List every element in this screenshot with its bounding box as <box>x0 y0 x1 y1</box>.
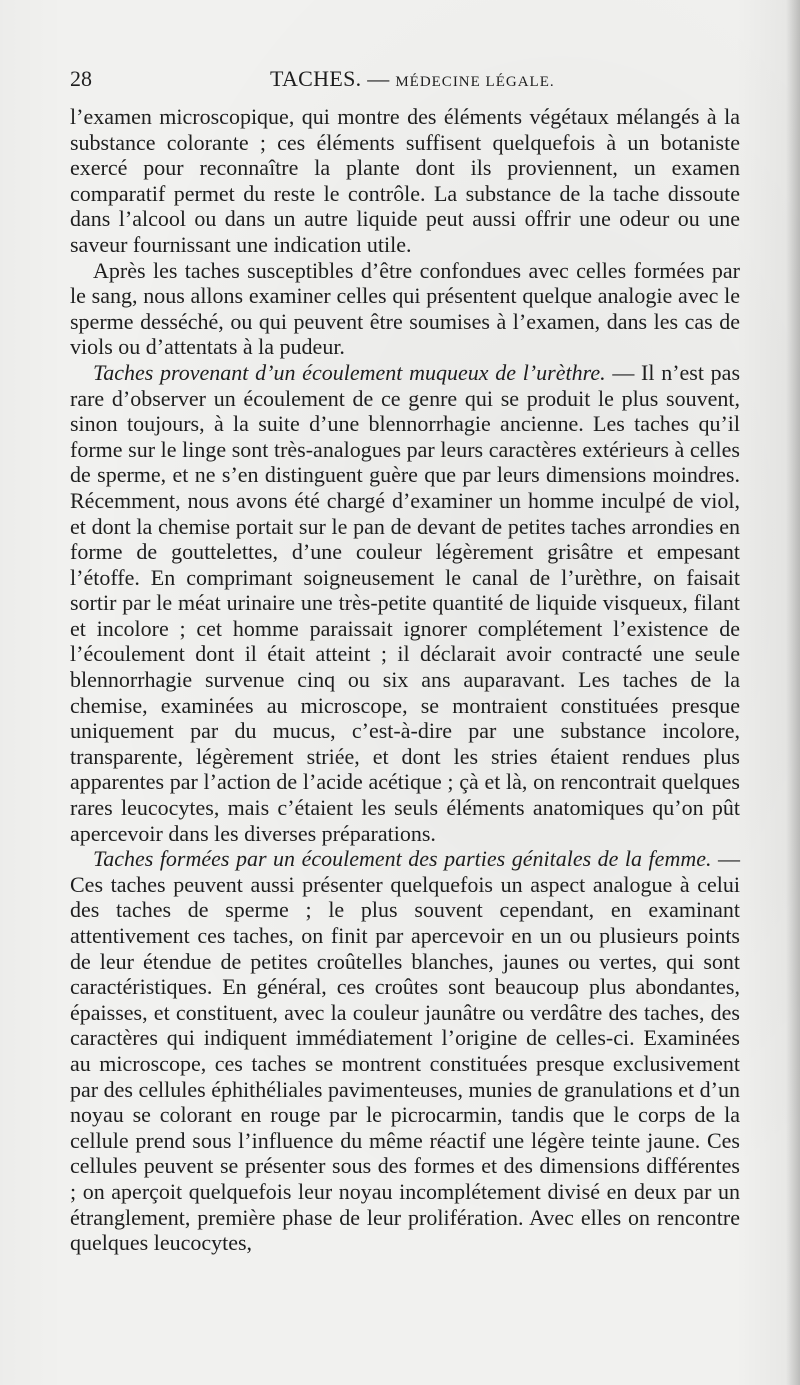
paragraph <box>70 104 740 258</box>
paragraph <box>70 360 740 846</box>
running-title-main: TACHES. <box>270 66 362 91</box>
running-header <box>70 66 740 100</box>
section-heading: Taches provenant d’un écoulement muqueux de l’urèthre. <box>93 359 606 385</box>
paragraph <box>70 846 740 1256</box>
section-heading: Taches formées par un écoulement des parties génitales de la femme. <box>93 846 712 872</box>
paragraph-text: l’examen microscopique, qui montre des éléments végétaux mélangés à la substance colorante ; ces éléments suffisent quelquefois à un botaniste exercé pour reconnaître la plante dont ils proviennent, un examen comparatif permet du reste le contrôle. La substance de la tache dissoute dans l’alcool ou dans un autre liquide peut aussi offrir une odeur ou une saveur fournissant une indication utile. <box>70 104 740 257</box>
paragraph-text: — Ces taches peuvent aussi présenter quelquefois un aspect analogue à celui des taches de sperme ; le plus souvent cependant, en examinant attentivement ces taches, on finit par apercevoir en un ou plusieurs points de leur étendue de petites croûtelles blanches, jaunes ou vertes, qui sont caractéristiques. En général, ces croûtes sont beaucoup plus abondantes, épaisses, et constituent, avec la couleur jaunâtre ou verdâtre des taches, des caractères qui indiquent immédiatement l’origine de celles-ci. Examinées au microscope, ces taches se montrent constituées presque exclusivement par des cellules éphithéliales pavimenteuses, munies de granulations et d’un noyau se colorant en rouge par le picrocarmin, tandis que le corps de la cellule prend sous l’influence du même réactif une légère teinte jaune. Ces cellules peuvent se présenter sous des formes et des dimensions différentes ; on aperçoit quelquefois leur noyau incomplétement divisé en deux par un étranglement, première phase de leur prolifération. Avec elles on rencontre quelques leucocytes, <box>70 846 740 1256</box>
body-text <box>70 104 740 1256</box>
paragraph-text: Après les taches susceptibles d’être confondues avec celles formées par le sang, nous allons examiner celles qui présentent quelque analogie avec le sperme desséché, ou qui peuvent être soumises à l’examen, dans les cas de viols ou d’attentats à la pudeur. <box>70 257 740 360</box>
paragraph <box>70 258 740 360</box>
running-title-dash: — <box>361 66 396 91</box>
running-title-section: MÉDECINE LÉGALE. <box>395 74 555 90</box>
running-title <box>270 66 555 92</box>
paragraph-text: — Il n’est pas rare d’observer un écoulement de ce genre qui se produit le plus souvent, sinon toujours, à la suite d’une blennorrhagie ancienne. Les taches qu’il forme sur le linge sont très-analogues par leurs caractères extérieurs à celles de sperme, et ne s’en distinguent guère que par leurs dimensions moindres. Récemment, nous avons été chargé d’examiner un homme inculpé de viol, et dont la chemise portait sur le pan de devant de petites taches arrondies en forme de gouttelettes, d’une couleur légèrement grisâtre et empesant l’étoffe. En comprimant soigneusement le canal de l’urèthre, on faisait sortir par le méat urinaire une très-petite quantité de liquide visqueux, filant et incolore ; cet homme paraissait ignorer complétement l’existence de l’écoulement dont il était atteint ; il déclarait avoir contracté une seule blennorrhagie survenue cinq ou six ans auparavant. Les taches de la chemise, examinées au microscope, se montraient constituées presque uniquement par du mucus, c’est-à-dire par une substance incolore, transparente, légèrement striée, et dont les stries étaient rendues plus apparentes par l’action de l’acide acétique ; çà et là, on rencontrait quelques rares leucocytes, mais c’étaient les seuls éléments anatomiques qu’on pût apercevoir dans les diverses préparations. <box>70 359 741 846</box>
page-number: 28 <box>70 66 92 91</box>
page-edge-shadow <box>786 0 800 1385</box>
